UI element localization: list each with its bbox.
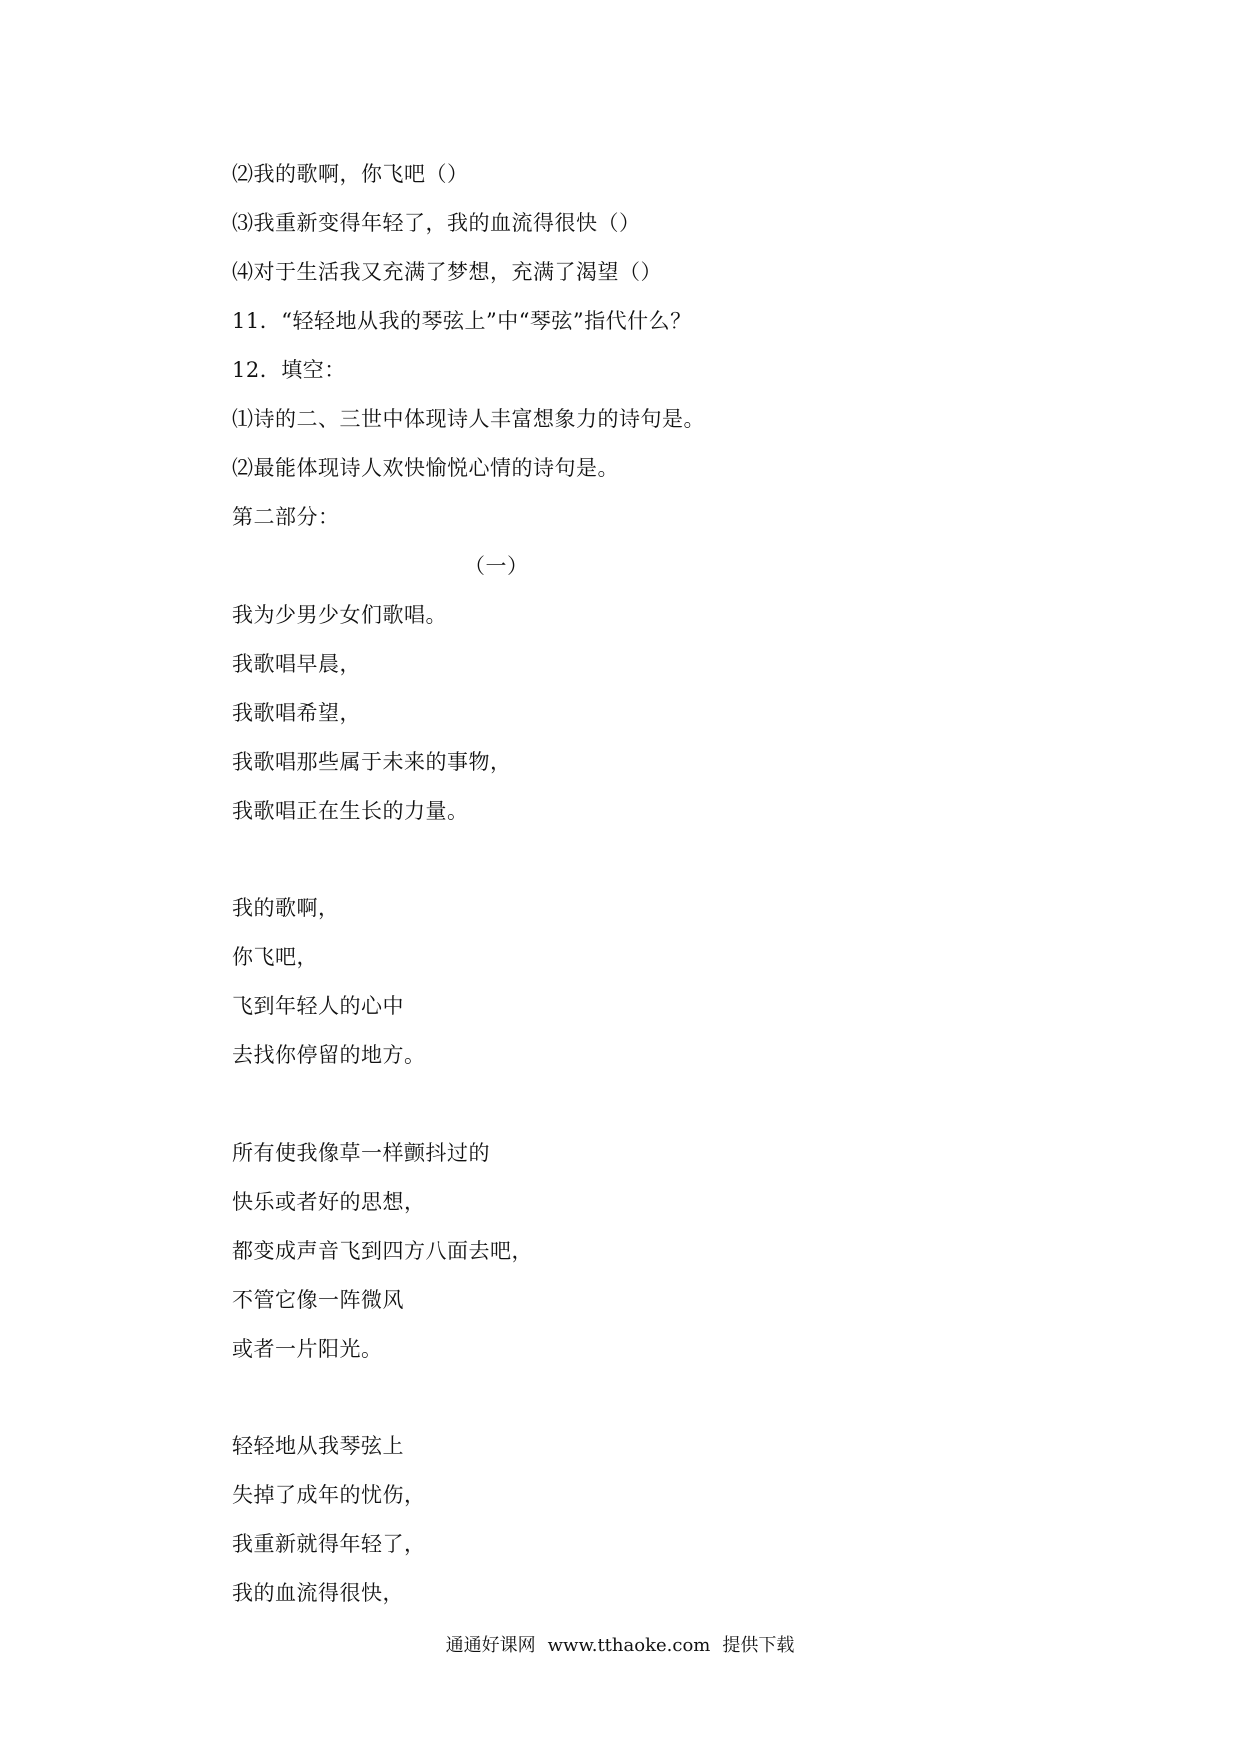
section-subtitle: （一）	[464, 554, 529, 578]
poem-line: 快乐或者好的思想，	[232, 1190, 426, 1214]
footer-url[interactable]: www.tthaoke.com	[547, 1635, 711, 1656]
q10-item-4: ⑷对于生活我又充满了梦想，充满了渴望（）	[232, 260, 662, 284]
poem-line: 轻轻地从我琴弦上	[232, 1434, 404, 1458]
poem-line: 所有使我像草一样颤抖过的	[232, 1141, 490, 1165]
poem-line: 我歌唱正在生长的力量。	[232, 799, 469, 823]
q12-item-2: ⑵最能体现诗人欢快愉悦心情的诗句是。	[232, 456, 619, 480]
poem-line: 我的血流得很快，	[232, 1581, 404, 1605]
poem-line: 飞到年轻人的心中	[232, 994, 404, 1018]
question-12-title: 12．填空：	[232, 358, 346, 382]
poem-line: 失掉了成年的忧伤，	[232, 1483, 426, 1507]
q12-item-1: ⑴诗的二、三世中体现诗人丰富想象力的诗句是。	[232, 407, 705, 431]
footer-note: 提供下载	[722, 1635, 795, 1656]
poem-line: 我歌唱希望，	[232, 701, 361, 725]
question-11: 11．“轻轻地从我的琴弦上”中“琴弦”指代什么？	[232, 309, 692, 333]
poem-line: 我重新就得年轻了，	[232, 1532, 426, 1556]
poem-line: 我的歌啊，	[232, 896, 340, 920]
q10-item-3: ⑶我重新变得年轻了，我的血流得很快（）	[232, 211, 641, 235]
poem-line: 不管它像一阵微风	[232, 1288, 404, 1312]
poem-line: 或者一片阳光。	[232, 1337, 383, 1361]
poem-line: 去找你停留的地方。	[232, 1043, 426, 1067]
poem-line: 我歌唱早晨，	[232, 652, 361, 676]
section-title: 第二部分：	[232, 505, 340, 529]
poem-line: 我为少男少女们歌唱。	[232, 603, 447, 627]
poem-line: 都变成声音飞到四方八面去吧，	[232, 1239, 533, 1263]
poem-line: 我歌唱那些属于未来的事物，	[232, 750, 512, 774]
poem-line: 你飞吧，	[232, 945, 318, 969]
q10-item-2: ⑵我的歌啊，你飞吧（）	[232, 162, 469, 186]
page-footer	[0, 1634, 1240, 1658]
footer-site-name: 通通好课网	[445, 1635, 536, 1656]
